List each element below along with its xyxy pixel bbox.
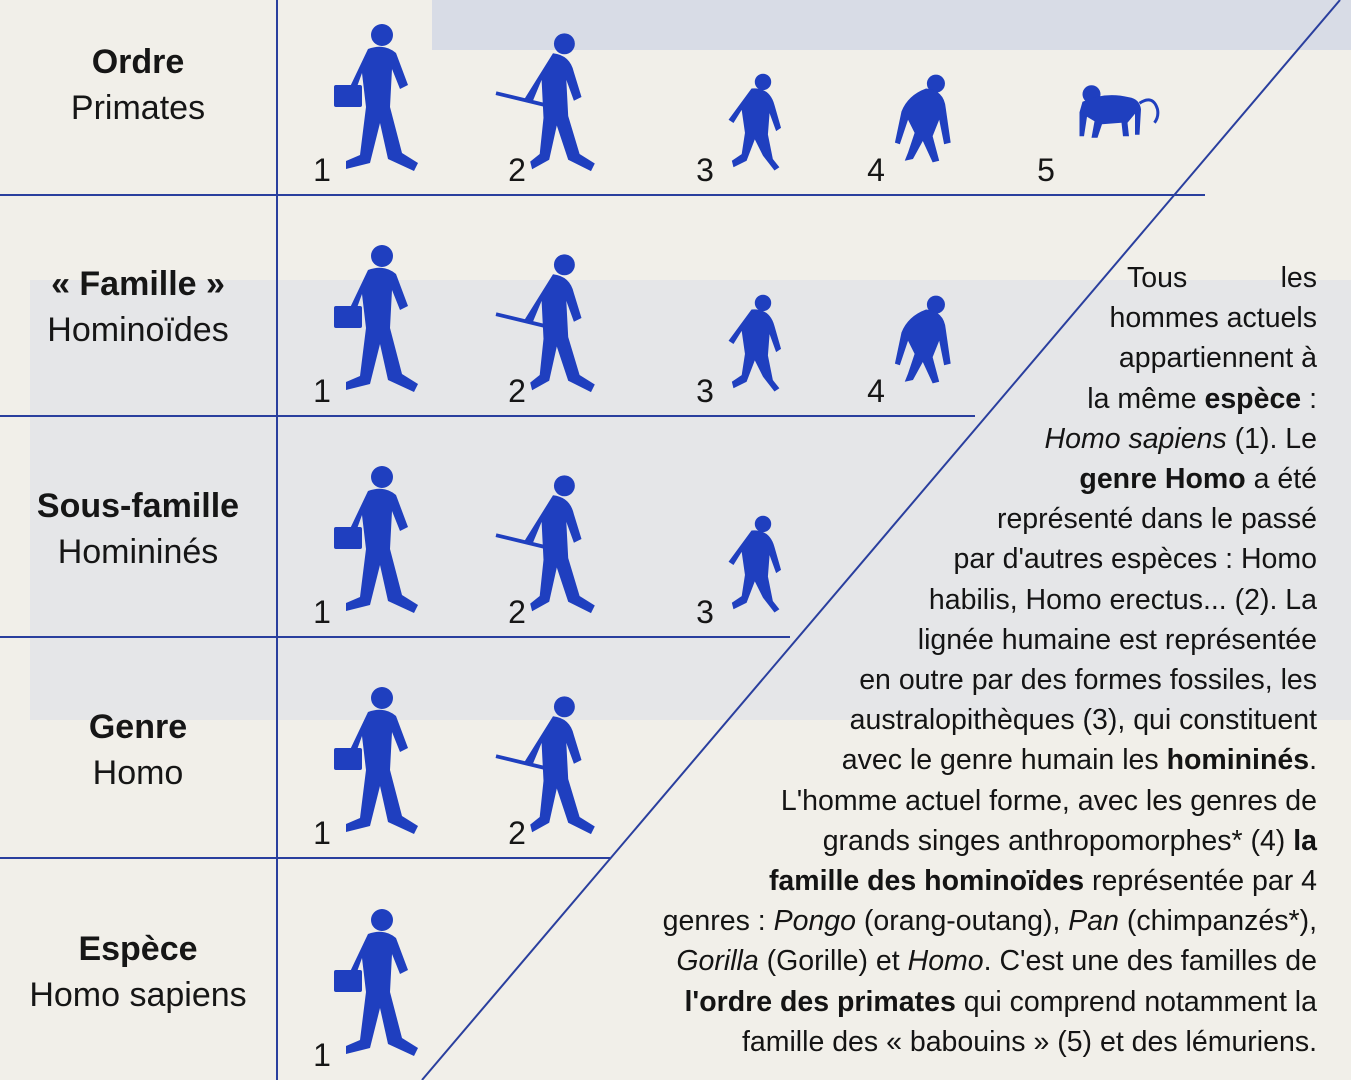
baboon-icon	[1080, 85, 1158, 138]
rank-name: Primates	[70, 88, 206, 127]
rank-label-sous-famille	[0, 484, 276, 576]
figure-number: 4	[867, 152, 885, 188]
desc-line: famille des hominoïdes représentée par 4	[768, 865, 1317, 898]
rank-label-espece	[0, 927, 276, 1019]
desc-line: représenté dans le passé	[996, 503, 1317, 536]
rank-title: Sous-famille	[36, 487, 240, 525]
desc-line: australopithèques (3), qui constituent	[849, 704, 1317, 737]
figure-number: 3	[696, 152, 714, 188]
rank-label-famille	[0, 262, 276, 354]
desc-line: appartiennent à	[1118, 342, 1317, 375]
figure-number: 1	[313, 1037, 331, 1073]
man-with-briefcase-icon	[334, 687, 418, 834]
desc-line: la même espèce :	[1087, 382, 1317, 415]
australopithecus-icon	[729, 74, 781, 171]
rank-name: Homo	[92, 753, 184, 792]
desc-line: par d'autres espèces : Homo	[953, 543, 1317, 576]
man-with-briefcase-icon	[334, 245, 418, 392]
description-text	[497, 258, 1317, 1062]
figure-number: 2	[508, 373, 526, 409]
rank-title: Genre	[88, 708, 188, 746]
figure-number: 2	[508, 815, 526, 851]
figure-number: 1	[313, 815, 331, 851]
desc-line: habilis, Homo erectus... (2). La	[928, 583, 1317, 616]
desc-line: L'homme actuel forme, avec les genres de	[780, 784, 1317, 817]
desc-line: Tous les	[1127, 262, 1317, 294]
figure-number: 2	[508, 152, 526, 188]
rank-title: Ordre	[91, 43, 185, 81]
figure-number: 1	[313, 152, 331, 188]
desc-line: genre Homo a été	[1079, 463, 1317, 496]
figure-number: 5	[1037, 152, 1055, 188]
rank-title: Espèce	[78, 930, 198, 968]
figure-number: 1	[313, 373, 331, 409]
figure-number: 2	[508, 594, 526, 630]
rank-name: Homininés	[57, 532, 219, 571]
rank-label-genre	[0, 705, 276, 797]
rank-label-ordre	[0, 40, 276, 132]
desc-line: Homo sapiens (1). Le	[1044, 422, 1317, 455]
figure-number: 3	[696, 594, 714, 630]
desc-line: en outre par des formes fossiles, les	[859, 664, 1317, 697]
rank-name: Homo sapiens	[29, 975, 247, 1014]
figure-number: 4	[867, 373, 885, 409]
desc-line: Gorilla (Gorille) et Homo. C'est une des familles de	[676, 945, 1317, 978]
rank-title: « Famille »	[51, 265, 225, 303]
desc-line: avec le genre humain les homininés.	[841, 744, 1317, 777]
man-with-briefcase-icon	[334, 909, 418, 1056]
figure-number: 3	[696, 373, 714, 409]
desc-line: lignée humaine est représentée	[917, 623, 1317, 656]
desc-line: genres : Pongo (orang-outang), Pan (chimpanzés*),	[662, 905, 1317, 938]
chimpanzee-icon	[895, 75, 951, 163]
desc-line: grands singes anthropomorphes* (4) la	[822, 824, 1317, 857]
man-with-briefcase-icon	[334, 466, 418, 613]
figure-number: 1	[313, 594, 331, 630]
homo-erectus-icon	[496, 33, 595, 171]
rank-name: Hominoïdes	[47, 310, 229, 349]
desc-line: l'ordre des primates qui comprend notamment la	[684, 985, 1317, 1018]
man-with-briefcase-icon	[334, 24, 418, 171]
desc-line: hommes actuels	[1109, 302, 1317, 335]
desc-line: famille des « babouins » (5) et des lémuriens.	[741, 1025, 1317, 1058]
